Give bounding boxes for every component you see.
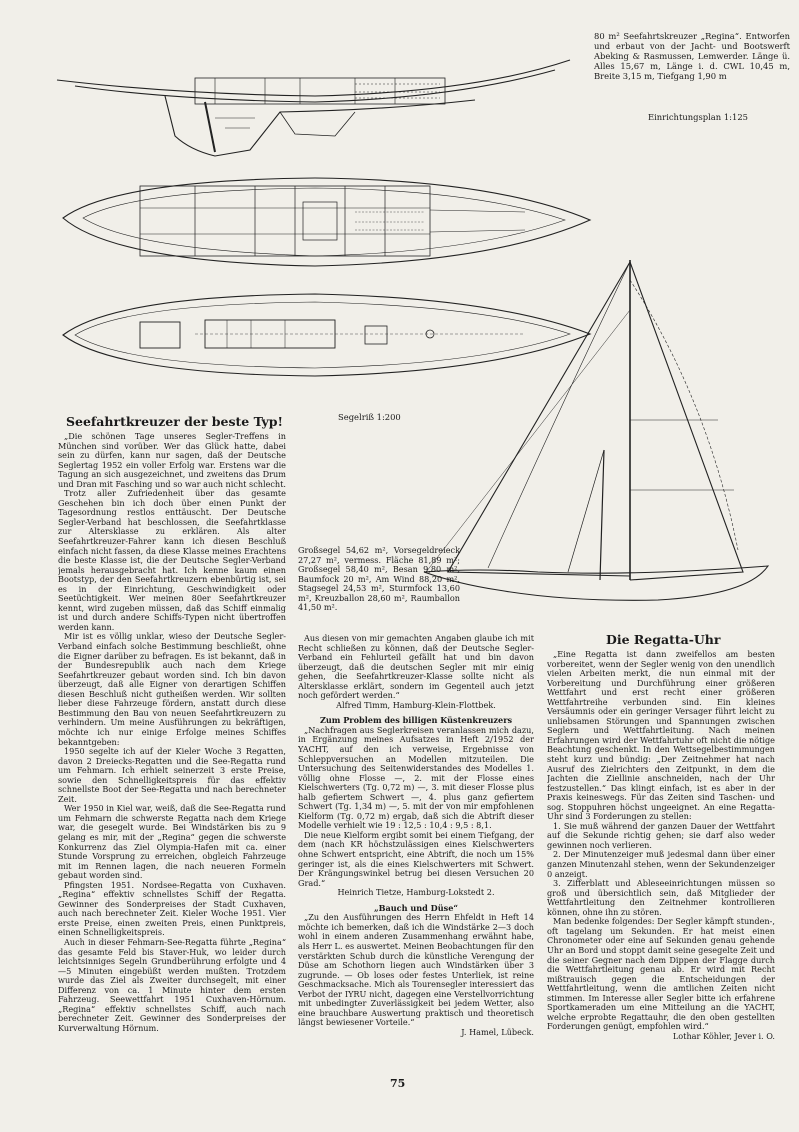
- paragraph: Man bedenke folgendes: Der Segler kämpft stunden-, oft tagelang um Sekunden. Er hat meist einen Chronometer oder eine auf Sekunden genau gehende Uhr an Bord und stoppt damit seine gesegelte Zeit und die seiner Gegner nach dem Dippen der Flagge durch die Wettfahrtleitung genau ab. Er wird mit Recht mißtrauisch gegen die Entscheidungen der Wettfahrtleitung, wenn die amtlichen Zeiten nicht stimmen. Im Interesse aller Segler bitte ich erfahrene Sportkameraden um eine Mitteilung an die YACHT, welche erprobte Regattauhr, die den oben gestellten Forderungen genügt, empfohlen wird.“: [547, 916, 775, 1032]
- sail-plan-drawing: [418, 250, 778, 620]
- sail-plan-caption: Segelriß 1:200: [338, 412, 401, 422]
- article-title-regatta-uhr: Die Regatta-Uhr: [606, 632, 721, 647]
- paragraph: Mir ist es völlig unklar, wieso der Deutsche Segler-Verband einfach solche Bestimmung beschließt, ohne die Eigner darüber zu befragen. Es ist bekannt, daß in der Bundesrepublik auch nach dem Kriege Seefahrtkreuzer gebaut worden sind. Ich bin davon überzeugt, daß alle Eigner von derartigen Schiffen diesen Beschluß nicht gutheißen werden. Wir sollten lieber diese Fahrzeuge fördern, anstatt durch diese Bestimmung den Bau von neuen Seefahrtkreuzern zu verhindern. Um meine Ausführungen zu bekräftigen, möchte ich nur einige Erfolge meines Schiffes bekanntgeben:: [58, 631, 286, 747]
- paragraph: Die neue Kielform ergibt somit bei einem Tiefgang, der dem (nach KR höchstzulässigen eines Kielschwerters ohne Schwert entspricht, eine Abtrift, die noch um 15% geringer ist, als die eines Kielschwerters mit Schwert. Der Krängungswinkel betrug bei diesen Versuchen 20 Grad.“: [298, 829, 534, 888]
- article-body-regatta-uhr: [547, 650, 775, 1080]
- signature-tietze: Heinrich Tietze, Hamburg-Lokstedt 2.: [337, 887, 495, 898]
- article-title-bauch-duese: „Bauch und Düse“: [373, 902, 459, 913]
- paragraph: Aus diesen von mir gemachten Angaben glaube ich mit Recht schließen zu können, daß der Deutsche Segler-Verband ein Fehlurteil gefällt hat und bin davon überzeugt, daß die deutschen Segler mit mir einig gehen, die Seefahrtkreuzer-Klasse sollte nicht als Altersklasse erklärt, sondern im Gegenteil auch jetzt noch gefördert werden.“: [298, 634, 534, 701]
- signature-hamel: J. Hamel, Lübeck.: [461, 1026, 534, 1037]
- paragraph: „Zu den Ausführungen des Herrn Ehfeldt in Heft 14 möchte ich bemerken, daß ich die Windstärke 2—3 doch wohl in einem anderen Zusammenhang erwähnt habe, als Herr L. es auswertet. Meinen Beobachtungen für den verstärkten Schub durch die künstliche Verengung der Düse am Schothorn liegen auch Windstärken über 3 zugrunde. — Ob loses oder festes Unterliek, ist reine Geschmacksache. Mich als Tourensegler interessiert das Verbot der IYRU nicht, dagegen eine Verstellvorrichtung mit unbedingter Zuverlässigkeit bei jedem Wetter, also eine brauchbare Auswertung praktisch und theoretisch längst bewiesener Vorteile.“: [298, 912, 534, 1028]
- list-item: 3. Zifferblatt und Ableseeinrichtungen müssen so groß und übersichtlich sein, daß Mitglieder der Wettfahrtleitung den Zeitnehmer kontrollieren können, ohne ihn zu stören.: [547, 878, 775, 917]
- article-body-seefahrtkreuzer: [58, 432, 286, 1090]
- page-number: 75: [390, 1077, 406, 1090]
- paragraph: 1950 segelte ich auf der Kieler Woche 3 Regatten, davon 2 Dreiecks-Regatten und die See-Regatta rund um Fehmarn. Ich erhielt seinerzeit 3 erste Preise, sowie den Schnelligkeitspreis für das effektiv schnellste Boot der See-Regatta und nach berechneter Zeit.: [58, 746, 286, 804]
- paragraph: Pfingsten 1951. Nordsee-Regatta von Cuxhaven. „Regina“ effektiv schnellstes Schiff der Regatta. Gewinner des Sonderpreises der Stadt Cuxhaven, auch nach berechneter Zeit. Kieler Woche 1951. Vier erste Preise, einen zweiten Preis, einen Punktpreis, einen Schnelligkeitspreis.: [58, 879, 286, 938]
- hull-profile-drawing: [55, 38, 575, 160]
- paragraph: „Die schönen Tage unseres Segler-Treffens in München sind vorüber. Wer das Glück hatte, dabei sein zu dürfen, kann nur sagen, daß der Deutsche Seglertag 1952 ein voller Erfolg war. Erstens war die Tagung an sich ausgezeichnet, und zweitens das Drum und Dran mit Fasching und so war auch nicht schlecht.: [58, 432, 286, 489]
- sail-area-caption: Großsegel 54,62 m², Vorsegeldreieck 27,27 m², vermess. Fläche 81,89 m²; Großsegel 58,40 m², Besan 9,80 m², Baumfock 20 m², Am Wind 88,20 m², Stagsegel 24,53 m², Sturmfock 13,60 m², Kreuzballon 28,60 m², Raumballon 41,50 m².: [298, 545, 460, 613]
- article-title-seefahrtkreuzer: Seefahrtkreuzer der beste Typ!: [66, 414, 283, 429]
- list-item: 2. Der Minutenzeiger muß jedesmal dann über einer ganzen Minutenzahl stehen, wenn der Sekundenzeiger 0 anzeigt.: [547, 849, 775, 879]
- paragraph: „Eine Regatta ist dann zweifellos am besten vorbereitet, wenn der Segler wenig von den unendlich vielen Arbeiten merkt, die nun einmal mit der Vorbereitung und Durchführung einer größeren Wettfahrt und erst recht einer größeren Wettfahrtreihe verbunden sind. Ein kleines Versäumnis oder ein geringer Versager führt leicht zu unliebsamen Störungen und Spannungen zwischen Seglern und Wettfahrtleitung. Nach meinen Erfahrungen wird der Wettfahrtuhr oft nicht die nötige Beachtung geschenkt. In den Wettsegelbestimmungen steht kurz und bündig: „Der Zeitnehmer hat nach Ausruf des Zielrichters den Zeitpunkt, in dem die Jachten die Ziellinie anschneiden, nach der Uhr festzustellen.“ Das klingt einfach, ist es aber in der Praxis keineswegs. Für das Zeiten sind Taschen- und sog. Stoppuhren höchst ungeeignet. An eine Regatta-Uhr sind 3 Forderungen zu stellen:: [547, 650, 775, 822]
- article-title-kuestenkreuzer: Zum Problem des billigen Küstenkreuzers: [319, 715, 513, 726]
- signature-timm: Alfred Timm, Hamburg-Klein-Flottbek.: [336, 699, 496, 710]
- paragraph: Auch in dieser Fehmarn-See-Regatta führte „Regina“ das gesamte Feld bis Staver-Huk, wo leider durch leichtsinniges Segeln Grundberührung erfolgte und 4—5 Minuten eingebüßt werden mußten. Trotzdem wurde das Ziel als Zweiter durchsegelt, mit einer Differenz von ca. 1 Minute hinter dem ersten Fahrzeug. Seewettfahrt 1951 Cuxhaven-Hörnum. „Regina“ effektiv schnellstes Schiff, auch nach berechneter Zeit. Gewinner des Sonderpreises der Kurverwaltung Hörnum.: [58, 936, 286, 1033]
- interior-plan-caption: Einrichtungsplan 1:125: [648, 112, 748, 122]
- paragraph: „Nachfragen aus Seglerkreisen veranlassen mich dazu, in Ergänzung meines Aufsatzes in Heft 2/1952 der YACHT, auf den ich verweise, Ergebnisse von Schleppversuchen an Modellen mitzuteilen. Die Untersuchung des Seitenwiderstandes des Modelles 1. völlig ohne Flosse —, 2. mit der Flosse eines Kielschwerters (Tg. 0,72 m) —, 3. mit dieser Flosse plus halb gefiertem Schwert —, 4. plus ganz gefiertem Schwert (Tg. 1,34 m) —, 5. mit der von mir empfohlenen Kielform (Tg. 0,72 m) ergab, daß sich die Abtrift dieser Modelle verhielt wie 19 : 12,5 : 10,4 : 9,5 : 8,1.: [298, 724, 534, 831]
- boat-caption: 80 m² Seefahrtskreuzer „Regina“. Entworfen und erbaut von der Jacht- und Bootswerft Abeking & Rasmussen, Lemwerder. Länge ü. Alles 15,67 m, Länge i. d. CWL 10,45 m, Breite 3,15 m, Tiefgang 1,90 m: [594, 31, 790, 81]
- list-item: 1. Sie muß während der ganzen Dauer der Wettfahrt auf die Sekunde richtig gehen; sie darf also weder gewinnen noch verlieren.: [547, 820, 775, 850]
- paragraph: Trotz aller Zufriedenheit über das gesamte Geschehen bin ich doch über einen Punkt der Tagesordnung restlos enttäuscht. Der Deutsche Segler-Verband hat beschlossen, die Seefahrtklasse zur Altersklasse zu erklären. Als alter Seefahrtkreuzer-Fahrer kann ich diesen Beschluß einfach nicht fassen, da diese Klasse meines Erachtens die beste Klasse ist, die der Deutsche Segler-Verband jemals herausgebracht hat. Ich kenne kaum einen Bootstyp, der den Seefahrtkreuzern ebenbürtig ist, sei es in der Einrichtung, Geschwindigkeit oder Seetüchtigkeit. Wer meinen 80er Seefahrtkreuzer kennt, wird zugeben müssen, daß das Schiff einmalig ist und durch andere Schiffs-Typen nicht übertroffen werden kann.: [58, 488, 286, 632]
- middle-column: [298, 634, 534, 1074]
- paragraph: Wer 1950 in Kiel war, weiß, daß die See-Regatta rund um Fehmarn die schwerste Regatta nach dem Kriege war, die gesegelt wurde. Bei Windstärken bis zu 9 gelang es mir, mit der „Regina“ gegen die schwerste Konkurrenz das Ziel Olympia-Hafen mit ca. einer Stunde Vorsprung zu erreichen, obgleich Fahrzeuge mit im Rennen lagen, die nach neueren Formeln gebaut worden sind.: [58, 803, 286, 881]
- signature-koehler: Lothar Köhler, Jever i. O.: [672, 1030, 775, 1041]
